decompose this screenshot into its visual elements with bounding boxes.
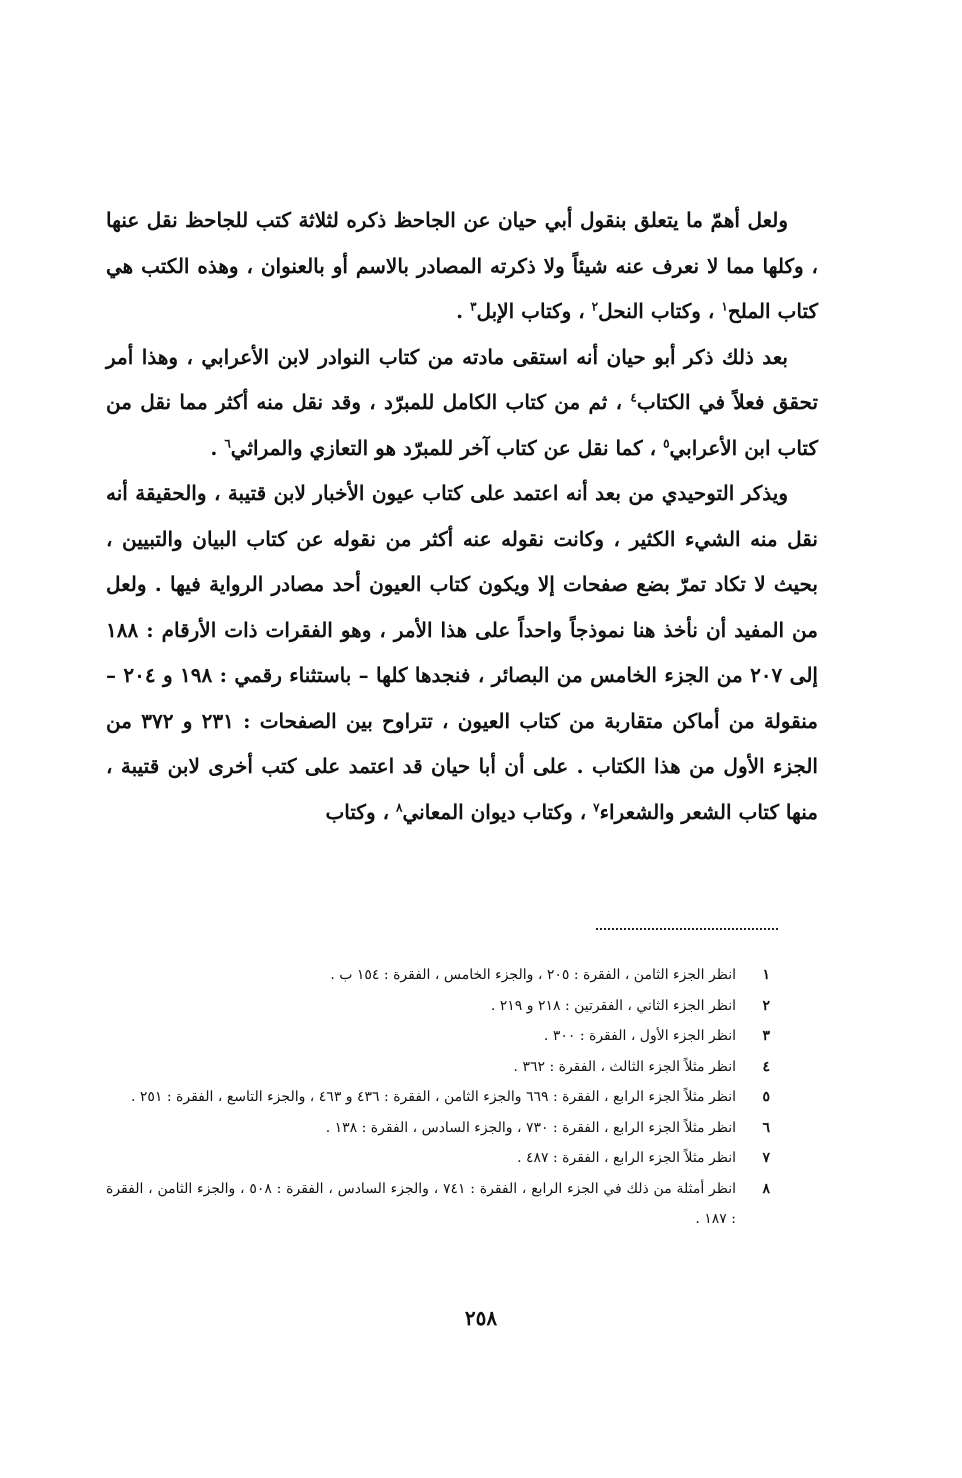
- footnote-text: انظر الجزء الأول ، الفقرة : ٣٠٠ .: [543, 1028, 736, 1044]
- footnote-ref-2: ٢: [591, 299, 599, 314]
- footnote-ref-7: ٧: [593, 799, 600, 814]
- footnote: [106, 991, 770, 1022]
- paragraph-2: بعد ذلك ذكر أبو حيان أنه استقى مادته من كتاب النوادر لابن الأعرابي ، وهذا أمر تحقق فعلاً في الكتاب$^٤$ ، ثم من كتاب الكامل للمبرّد ، وقد نقل منه أكثر مما نقل من كتاب ابن الأعرابي$^٥$ ، كما نقل عن كتاب آخر للمبرّد هو التعازي والمراثي$^٦$ .: [106, 344, 819, 460]
- main-text: [106, 198, 818, 835]
- footnote-text: انظر مثلاً الجزء الرابع ، الفقرة : ٧٣٠ ، والجزء السادس ، الفقرة : ١٣٨ .: [325, 1119, 736, 1136]
- footnote: [106, 1113, 770, 1144]
- footnote: [106, 960, 770, 991]
- footnote-ref-6: ٦: [224, 435, 231, 450]
- paragraph-1: ولعل أهمّ ما يتعلق بنقول أبي حيان عن الجاحظ ذكره لثلاثة كتب للجاحظ نقل عنها ، وكلها مما لا نعرف عنه شيئاً ولا ذكرته المصادر بالاسم أو بالعنوان ، وهذه الكتب هي كتاب الملح$^١$ ، وكتاب النحل$^٢$ ، وكتاب الإبل$^٣$ .: [106, 208, 818, 323]
- footnote: [106, 1082, 770, 1113]
- footnote-text: انظر أمثلة من ذلك في الجزء الرابع ، الفقرة : ٧٤١ ، والجزء السادس ، الفقرة : ٥٠٨ ، والجزء الثامن ، الفقرة : ١٨٧ .: [106, 1180, 737, 1227]
- footnote-number: ٥: [762, 1089, 770, 1105]
- footnote-text: انظر الجزء الثامن ، الفقرة : ٢٠٥ ، والجزء الخامس ، الفقرة : ١٥٤ ب .: [330, 967, 736, 983]
- footnotes: [106, 960, 770, 1235]
- footnote-text: انظر مثلاً الجزء الرابع ، الفقرة : ٤٨٧ .: [517, 1150, 736, 1166]
- footnote-text: انظر مثلاً الجزء الثالث ، الفقرة : ٣٦٢ .: [513, 1058, 736, 1075]
- footnote-text: انظر مثلاً الجزء الرابع ، الفقرة : ٦٦٩ والجزء الثامن ، الفقرة : ٤٣٦ و ٤٦٣ ، والجزء التاسع ، الفقرة : ٢٥١ .: [130, 1089, 736, 1105]
- footnote: [106, 1143, 770, 1174]
- footnote-ref-8: ٨: [396, 799, 403, 814]
- footnote-ref-5: ٥: [663, 435, 670, 450]
- footnote-number: ٦: [762, 1119, 770, 1136]
- footnote-separator: [596, 928, 778, 930]
- footnote-ref-1: ١: [721, 299, 728, 314]
- footnote-text: انظر الجزء الثاني ، الفقرتين : ٢١٨ و ٢١٩ .: [490, 997, 736, 1014]
- footnote: [106, 1174, 770, 1235]
- footnote-ref-4: ٤: [630, 390, 637, 405]
- footnote-number: ٢: [762, 997, 770, 1014]
- footnote-number: ٤: [762, 1058, 770, 1075]
- page-number: ٢٥٨: [464, 1306, 498, 1330]
- footnote: [106, 1021, 770, 1052]
- footnote-number: ٧: [762, 1150, 770, 1166]
- footnote-number: ٨: [762, 1180, 770, 1197]
- footnote: [106, 1052, 770, 1083]
- footnote-number: ١: [762, 967, 770, 983]
- footnote-ref-3: ٣: [470, 299, 477, 314]
- footnote-number: ٣: [762, 1028, 770, 1044]
- paragraph-3: ويذكر التوحيدي من بعد أنه اعتمد على كتاب عيون الأخبار لابن قتيبة ، والحقيقة أنه نقل منه الشيء الكثير ، وكانت نقوله عنه أكثر من نقوله عن كتاب البيان والتبيين ، بحيث لا تكاد تمرّ بضع صفحات إلا ويكون كتاب العيون أحد مصادر الرواية فيها . ولعل من المفيد أن نأخذ هنا نموذجاً واحداً على هذا الأمر ، وهو الفقرات ذات الأرقام : ١٨٨ إلى ٢٠٧ من الجزء الخامس من البصائر ، فنجدها كلها – باستثناء رقمي : ١٩٨ و ٢٠٤ – منقولة من أماكن متقاربة من كتاب العيون ، تتراوح بين الصفحات : ٢٣١ و ٣٧٢ من الجزء الأول من هذا الكتاب . على أن أبا حيان قد اعتمد على كتب أخرى لابن قتيبة ، منها كتاب الشعر والشعراء$^٧$ ، وكتاب ديوان المعاني$^٨$ ، وكتاب: [106, 481, 818, 824]
